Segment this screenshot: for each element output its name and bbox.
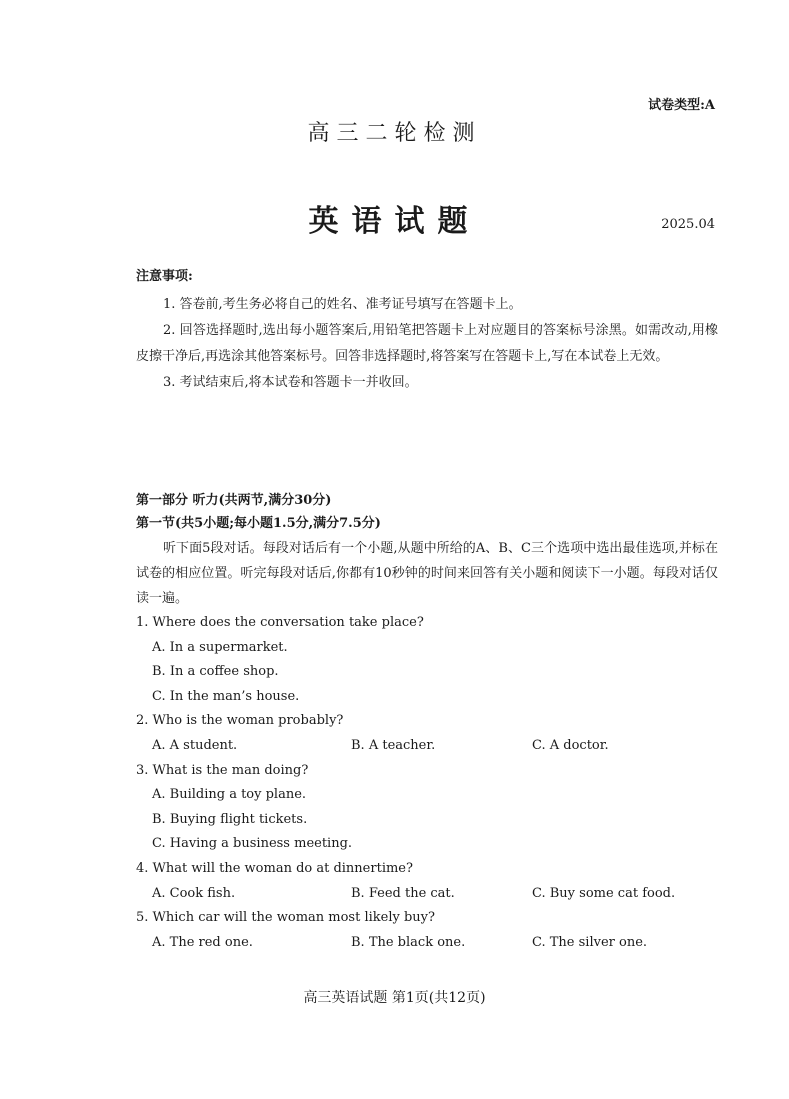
notice-block: [136, 264, 718, 396]
option-row: [136, 931, 718, 956]
section1-instructions: 听下面5段对话。每段对话后有一个小题,从题中所给的A、B、C三个选项中选出最佳选项,并标在试卷的相应位置。听完每段对话后,你都有10秒钟的时间来回答有关小题和阅读下一小题。每段对话仅读一遍。: [136, 541, 718, 606]
option-a: A. In a supermarket.: [152, 639, 288, 655]
exam-date: 2025.04: [661, 217, 715, 232]
question-3: [136, 759, 718, 857]
option-c: C. Buy some cat food.: [532, 885, 676, 901]
option-c: C. The silver one.: [532, 934, 648, 950]
page-footer: 高三英语试题 第1页(共12页): [303, 990, 486, 1006]
notice-item-2: 2. 回答选择题时,选出每小题答案后,用铅笔把答题卡上对应题目的答案标号涂黑。如需改动,用橡皮擦干净后,再选涂其他答案标号。回答非选择题时,将答案写在答题卡上,写在本试卷上无效。: [136, 323, 718, 364]
notice-heading: 注意事项:: [136, 269, 193, 284]
question-5: [136, 906, 718, 955]
question-stem: 3. What is the man doing?: [136, 762, 309, 778]
option-b: B. Buying flight tickets.: [152, 811, 308, 827]
part1-title: 第一部分 听力(共两节,满分30分): [136, 493, 332, 508]
question-stem: 1. Where does the conversation take place?: [136, 615, 424, 630]
option-b: B. In a coffee shop.: [152, 664, 279, 680]
notice-item-1: 1. 答卷前,考生务必将自己的姓名、准考证号填写在答题卡上。: [163, 297, 522, 312]
question-1: [136, 611, 718, 709]
option-c: C. In the man’s house.: [152, 688, 300, 704]
option-a: A. The red one.: [152, 934, 253, 950]
option-b: B. A teacher.: [351, 737, 436, 753]
listening-part: [136, 490, 718, 955]
option-row: [136, 734, 718, 759]
question-stem: 5. Which car will the woman most likely buy?: [136, 910, 435, 926]
section1-title: 第一节(共5小题;每小题1.5分,满分7.5分): [136, 516, 381, 531]
option-b: B. The black one.: [351, 934, 466, 950]
option-b: B. Feed the cat.: [351, 885, 455, 901]
question-2: [136, 709, 718, 758]
option-c: C. A doctor.: [532, 737, 609, 753]
exam-name: 高三二轮检测: [307, 121, 482, 146]
question-4: [136, 857, 718, 906]
question-stem: 4. What will the woman do at dinnertime?: [136, 860, 413, 876]
subject-title: 英语试题: [308, 204, 481, 239]
option-a: A. Building a toy plane.: [152, 787, 307, 803]
option-a: A. Cook fish.: [152, 885, 236, 901]
option-c: C. Having a business meeting.: [152, 836, 353, 852]
question-stem: 2. Who is the woman probably?: [136, 713, 344, 729]
notice-item-3: 3. 考试结束后,将本试卷和答题卡一并收回。: [163, 375, 418, 390]
option-row: [136, 882, 718, 907]
paper-type-label: 试卷类型:A: [648, 98, 715, 113]
option-a: A. A student.: [152, 737, 238, 753]
